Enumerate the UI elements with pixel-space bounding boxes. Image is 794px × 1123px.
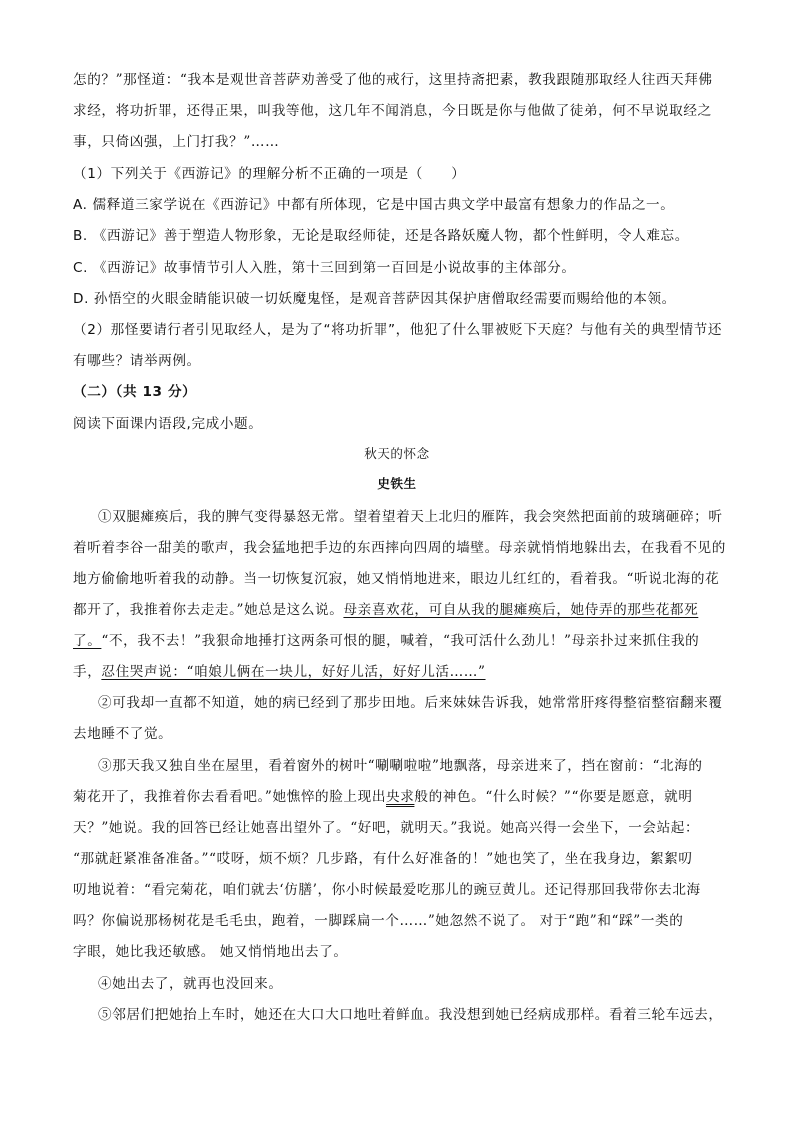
paragraph-1-line-5-text: “不，我不去！”我狠命地捶打这两条可恨的腿，喊着，“我可活什么劲儿！”母亲扑过来抓住我的 — [101, 633, 700, 649]
paragraph-1-line-5 — [73, 629, 723, 649]
paragraph-1-line-6-start: 手， — [73, 664, 102, 680]
paragraph-2-line-1: ②可我却一直都不知道，她的病已经到了那步田地。后来妹妹告诉我，她常常肝疼得整宿整宿翻来覆 — [98, 695, 723, 711]
paragraph-4: ④她出去了，就再也没回来。 — [98, 976, 283, 992]
paragraph-3-line-2-start: 菊花开了，我推着你去看看吧。”她憔悴的脸上现出 — [73, 789, 387, 805]
underlined-sentence-part-2: 了。 — [73, 633, 102, 649]
paragraph-2-line-2: 去地睡不了觉。 — [73, 726, 173, 742]
paragraph-5-line-1: ⑤邻居们把她抬上车时，她还在大口大口地吐着鲜血。我没想到她已经病成那样。看着三轮车远去， — [98, 1007, 723, 1023]
paragraph-3-line-7: 字眼，她比我还敏感。 她又悄悄地出去了。 — [73, 944, 348, 960]
underlined-sentence-part-3: 忍住哭声说：“咱娘儿俩在一块儿，好好儿活，好好儿活……” — [101, 664, 486, 680]
paragraph-3-line-5: 叨地说着：“看完菊花，咱们就去‘仿膳’，你小时候最爱吃那儿的豌豆黄儿。还记得那回我带你去北海 — [73, 882, 701, 898]
section-instruction: 阅读下面课内语段,完成小题。 — [73, 416, 263, 432]
paragraph-1-line-4 — [73, 598, 723, 618]
option-c: C. 《西游记》故事情节引人入胜，第十三回到第一百回是小说故事的主体部分。 — [73, 260, 576, 276]
option-b: B. 《西游记》善于塑造人物形象，无论是取经师徒，还是各路妖魔人物，都个性鲜明，令人难忘。 — [73, 228, 689, 244]
paragraph-1-line-6 — [73, 660, 723, 680]
article-author: 史铁生 — [377, 476, 417, 491]
excerpt-line-1: 怎的？”那怪道：“我本是观世音菩萨劝善受了他的戒行，这里持斋把素，教我跟随那取经人往西天拜佛 — [73, 72, 713, 88]
option-a: A. 儒释道三家学说在《西游记》中都有所体现，它是中国古典文学中最富有想象力的作品之一。 — [73, 197, 675, 213]
option-d: D. 孙悟空的火眼金睛能识破一切妖魔鬼怪，是观音菩萨因其保护唐僧取经需要而赐给他的本领。 — [73, 291, 676, 307]
paragraph-3-line-3: 天？”她说。我的回答已经让她喜出望外了。“好吧，就明天。”我说。她高兴得一会坐下，一会站起： — [73, 820, 700, 836]
paragraph-3-line-2-end: 般的神色。“什么时候？”“你要是愿意，就明 — [414, 789, 693, 805]
paragraph-1-line-3: 地方偷偷地听着我的动静。当一切恢复沉寂，她又悄悄地进来，眼边儿红红的，看着我。“听说北海的花 — [73, 571, 720, 587]
paragraph-3-line-2 — [73, 785, 723, 805]
paragraph-1-line-4-text: 都开了，我推着你去走走。”她总是这么说。 — [73, 602, 344, 618]
article-title: 秋天的怀念 — [364, 446, 430, 461]
paragraph-3-line-1: ③那天我又独自坐在屋里，看着窗外的树叶“唰唰啦啦”地飘落，母亲进来了，挡在窗前：“北海的 — [98, 758, 703, 774]
question-2-line-1: （2）那怪要请行者引见取经人，是为了“将功折罪”，他犯了什么罪被贬下天庭？与他有关的典型情节还 — [73, 322, 723, 338]
paragraph-3-line-6: 吗？你偏说那杨树花是毛毛虫，跑着，一脚踩扁一个……”她忽然不说了。 对于“跑”和“踩”一类的 — [73, 913, 684, 929]
paragraph-1-line-2: 着听着李谷一甜美的歌声，我会猛地把手边的东西摔向四周的墙壁。母亲就悄悄地躲出去，在我看不见的 — [73, 540, 726, 556]
paragraph-3-line-4: “那就赶紧准备准备。”“哎呀，烦不烦？几步路，有什么好准备的！”她也笑了，坐在我身边，絮絮叨 — [73, 851, 693, 867]
question-1-stem: （1）下列关于《西游记》的理解分析不正确的一项是（ ） — [73, 166, 466, 182]
underlined-sentence-part-1: 母亲喜欢花，可自从我的腿瘫痪后，她侍弄的那些花都死 — [343, 602, 699, 618]
excerpt-line-3: 事，只倚凶强，上门打我？”…… — [73, 134, 280, 150]
underlined-word-yangqiu: 央求 — [386, 789, 415, 805]
excerpt-line-2: 求经，将功折罪，还得正果，叫我等他，这几年不闻消息，今日既是你与他做了徒弟，何不早说取经之 — [73, 103, 712, 119]
question-2-line-2: 有哪些？请举两例。 — [73, 353, 201, 369]
paragraph-1-line-1: ①双腿瘫痪后，我的脾气变得暴怒无常。望着望着天上北归的雁阵，我会突然把面前的玻璃砸碎；听 — [98, 509, 723, 525]
section-heading: （二）（共 13 分） — [73, 384, 197, 400]
